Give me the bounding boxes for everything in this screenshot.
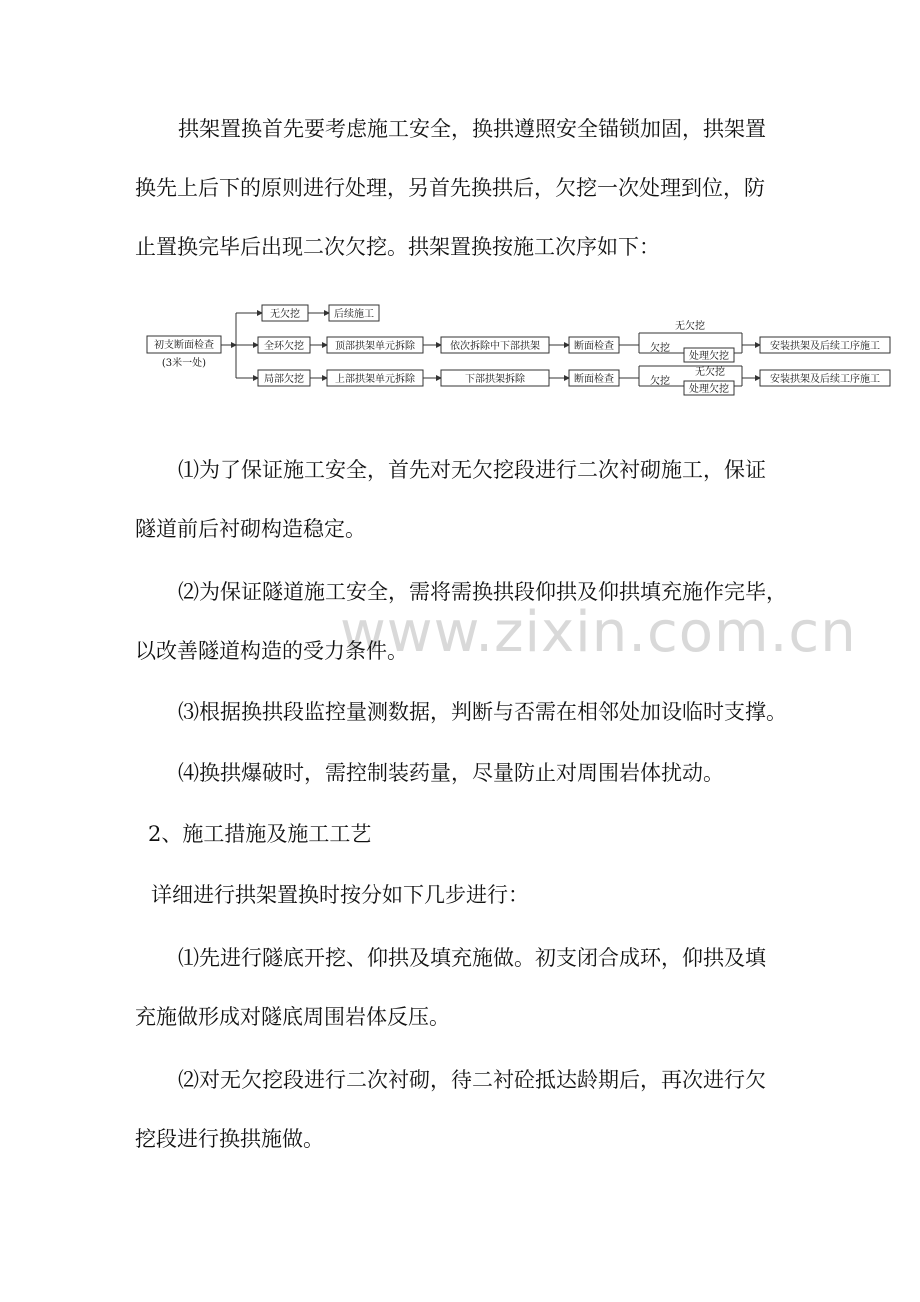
section-2-heading: 2、施工措施及施工工艺: [148, 822, 372, 846]
flow-full-final-label: 安装拱架及后续工序施工: [770, 341, 880, 352]
flow-full-fix-label: 处理欠挖: [689, 351, 729, 362]
flow-mid-low-remove-label: 依次拆除中下部拱架: [450, 341, 540, 352]
construction-flowchart: [0, 0, 920, 420]
flow-partial-under-label: 欠挖: [650, 376, 670, 387]
item-2-line-2: 以改善隧道构造的受力条件。: [135, 639, 408, 663]
flow-no-underexcavation-label: 无欠挖: [270, 309, 300, 320]
flow-partial-ok-label: 无欠挖: [695, 367, 725, 378]
step-2-line-1: ⑵对无欠挖段进行二次衬砌，待二衬砼抵达龄期后，再次进行欠: [178, 1068, 766, 1092]
item-3: ⑶根据换拱段监控量测数据，判断与否需在相邻处加设临时支撑。: [178, 700, 787, 724]
step-2-line-2: 挖段进行换拱施做。: [135, 1127, 324, 1151]
item-1-line-1: ⑴为了保证施工安全，首先对无欠挖段进行二次衬砌施工，保证: [178, 458, 766, 482]
flow-full-under-label: 欠挖: [650, 343, 670, 354]
section-2-lead: 详细进行拱架置换时按分如下几步进行：: [151, 883, 529, 907]
flow-start-note: (3米一处): [161, 358, 207, 369]
flow-full-ring-label: 全环欠挖: [264, 341, 304, 352]
intro-line-1: 拱架置换首先要考虑施工安全，换拱遵照安全锚锁加固，拱架置: [178, 117, 766, 141]
flow-full-ok-label: 无欠挖: [675, 321, 705, 332]
item-2-line-1: ⑵为保证隧道施工安全，需将需换拱段仰拱及仰拱填充施作完毕，: [178, 580, 787, 604]
intro-line-3: 止置换完毕后出现二次欠挖。拱架置换按施工次序如下：: [135, 235, 660, 259]
intro-line-2: 换先上后下的原则进行处理，另首先换拱后，欠挖一次处理到位，防: [135, 176, 765, 200]
flow-lower-remove-label: 下部拱架拆除: [465, 374, 525, 385]
flow-top-remove-label: 顶部拱架单元拆除: [335, 341, 415, 352]
flow-partial-final-label: 安装拱架及后续工序施工: [770, 374, 880, 385]
flow-follow-up-label: 后续施工: [334, 309, 374, 320]
flow-upper-remove-label: 上部拱架单元拆除: [335, 374, 415, 385]
item-4: ⑷换拱爆破时，需控制装药量，尽量防止对周围岩体扰动。: [178, 761, 724, 785]
flow-section-check-label: 断面检查: [574, 341, 614, 352]
flow-start-label: 初支断面检查: [154, 340, 214, 351]
item-1-line-2: 隧道前后衬砌构造稳定。: [135, 517, 366, 541]
step-1-line-1: ⑴先进行隧底开挖、仰拱及填充施做。初支闭合成环，仰拱及填: [178, 946, 766, 970]
flow-partial-check-label: 断面检查: [574, 374, 614, 385]
watermark: www.zixin.com.cn: [340, 600, 857, 665]
flow-partial-fix-label: 处理欠挖: [689, 384, 729, 395]
step-1-line-2: 充施做形成对隧底周围岩体反压。: [135, 1005, 450, 1029]
flow-partial-label: 局部欠挖: [264, 374, 304, 385]
